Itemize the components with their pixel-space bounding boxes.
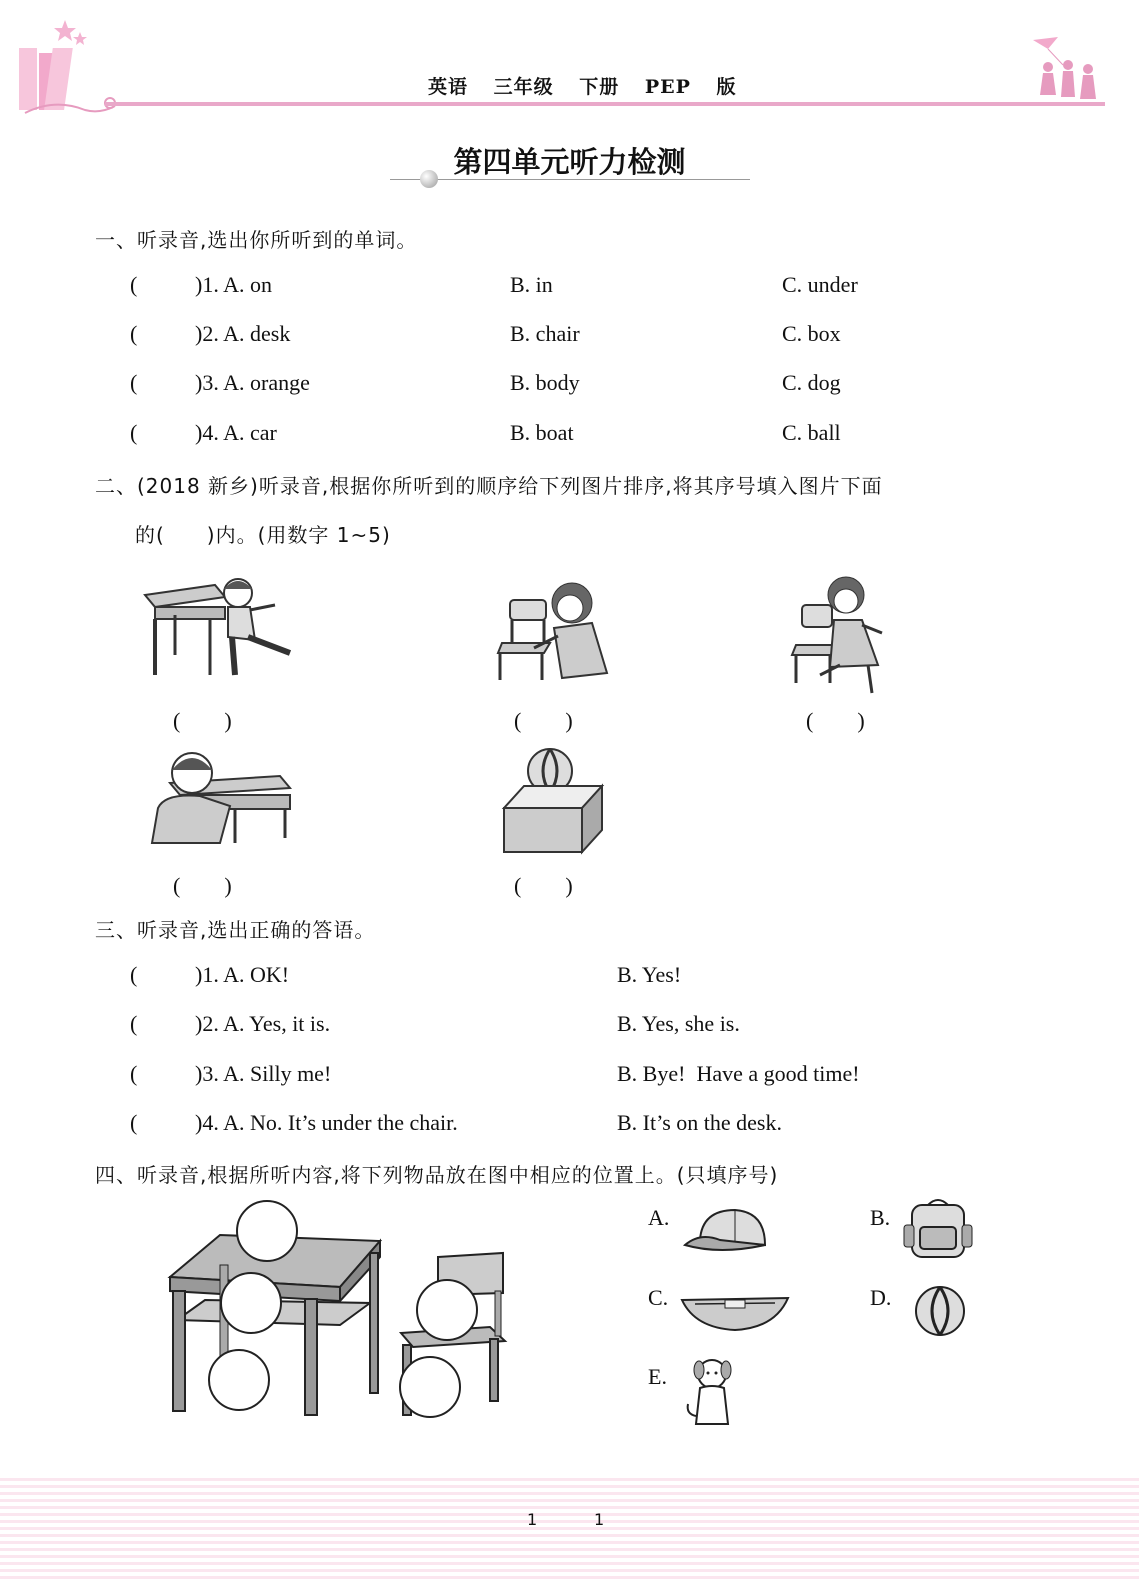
s1-q3-c: C. dog (782, 370, 841, 395)
option-e-label: E. (648, 1364, 667, 1389)
s3-q3-a: )3. A. Silly me! (195, 1061, 332, 1086)
answer-paren: ( (130, 370, 138, 395)
backpack-icon (900, 1195, 980, 1269)
answer-paren: ( (130, 1061, 138, 1086)
header-rule (105, 102, 1105, 106)
s1-q2-b: B. chair (510, 321, 580, 346)
section2-heading: 二、(2018 新乡)听录音,根据你所听到的顺序给下列图片排序,将其序号填入图片下面 (95, 474, 883, 498)
footer-stripes (0, 1478, 1139, 1582)
picture-girl-by-chair (492, 578, 617, 692)
page-number: 1 (527, 1510, 538, 1529)
blank-pic1[interactable]: ( ) (173, 708, 232, 733)
s1-q4-a: )4. A. car (195, 420, 277, 445)
blank-pic5[interactable]: ( ) (514, 873, 573, 898)
answer-paren: ( (130, 321, 138, 346)
picture-boy-under-desk (140, 748, 300, 852)
s3-q2-a: )2. A. Yes, it is. (195, 1011, 331, 1036)
picture-boy-by-desk (140, 575, 300, 689)
option-c-label: C. (648, 1285, 669, 1310)
header-text: 英语 三年级 下册 PEP 版 (428, 76, 737, 98)
s1-q1-a: )1. A. on (195, 272, 272, 297)
answer-paren: ( (130, 1011, 138, 1036)
section4-heading: 四、听录音,根据所听内容,将下列物品放在图中相应的位置上。(只填序号) (95, 1163, 779, 1187)
option-d-label: D. (870, 1285, 892, 1310)
option-a-label: A. (648, 1205, 670, 1230)
section1-heading: 一、听录音,选出你所听到的单词。 (95, 228, 418, 252)
section3-heading: 三、听录音,选出正确的答语。 (95, 918, 376, 942)
header-kids-illustration (1028, 35, 1103, 105)
s1-q2-a: )2. A. desk (195, 321, 291, 346)
picture-ball-on-box (498, 746, 608, 860)
desk-chair-diagram (165, 1195, 515, 1429)
s3-q1-a: )1. A. OK! (195, 962, 290, 987)
s3-q4-a: )4. A. No. It’s under the chair. (195, 1110, 458, 1135)
s3-q4-b: B. It’s on the desk. (617, 1110, 782, 1135)
s3-q3-b: B. Bye! Have a good time! (617, 1061, 860, 1086)
title-bullet (420, 170, 438, 188)
page-title: 第四单元听力检测 (453, 145, 686, 179)
s1-q1-b: B. in (510, 272, 553, 297)
blank-pic4[interactable]: ( ) (173, 873, 232, 898)
picture-girl-on-chair (790, 575, 890, 699)
answer-paren: ( (130, 420, 138, 445)
page-number: 1 (594, 1510, 605, 1529)
blank-pic3[interactable]: ( ) (806, 708, 865, 733)
s1-q3-a: )3. A. orange (195, 370, 310, 395)
s3-q2-b: B. Yes, she is. (617, 1011, 740, 1036)
boat-icon (680, 1290, 790, 1339)
answer-paren: ( (130, 272, 138, 297)
blank-pic2[interactable]: ( ) (514, 708, 573, 733)
s1-q2-c: C. box (782, 321, 841, 346)
answer-paren: ( (130, 962, 138, 987)
option-b-label: B. (870, 1205, 891, 1230)
ball-icon (912, 1283, 968, 1343)
s3-q1-b: B. Yes! (617, 962, 682, 987)
answer-paren: ( (130, 1110, 138, 1135)
dog-icon (682, 1356, 742, 1435)
cap-icon (680, 1200, 770, 1264)
s1-q1-c: C. under (782, 272, 858, 297)
section2-heading-cont: 的( )内。(用数字 1~5) (135, 523, 391, 547)
title-underline (390, 179, 750, 180)
s1-q3-b: B. body (510, 370, 580, 395)
s1-q4-b: B. boat (510, 420, 574, 445)
s1-q4-c: C. ball (782, 420, 841, 445)
